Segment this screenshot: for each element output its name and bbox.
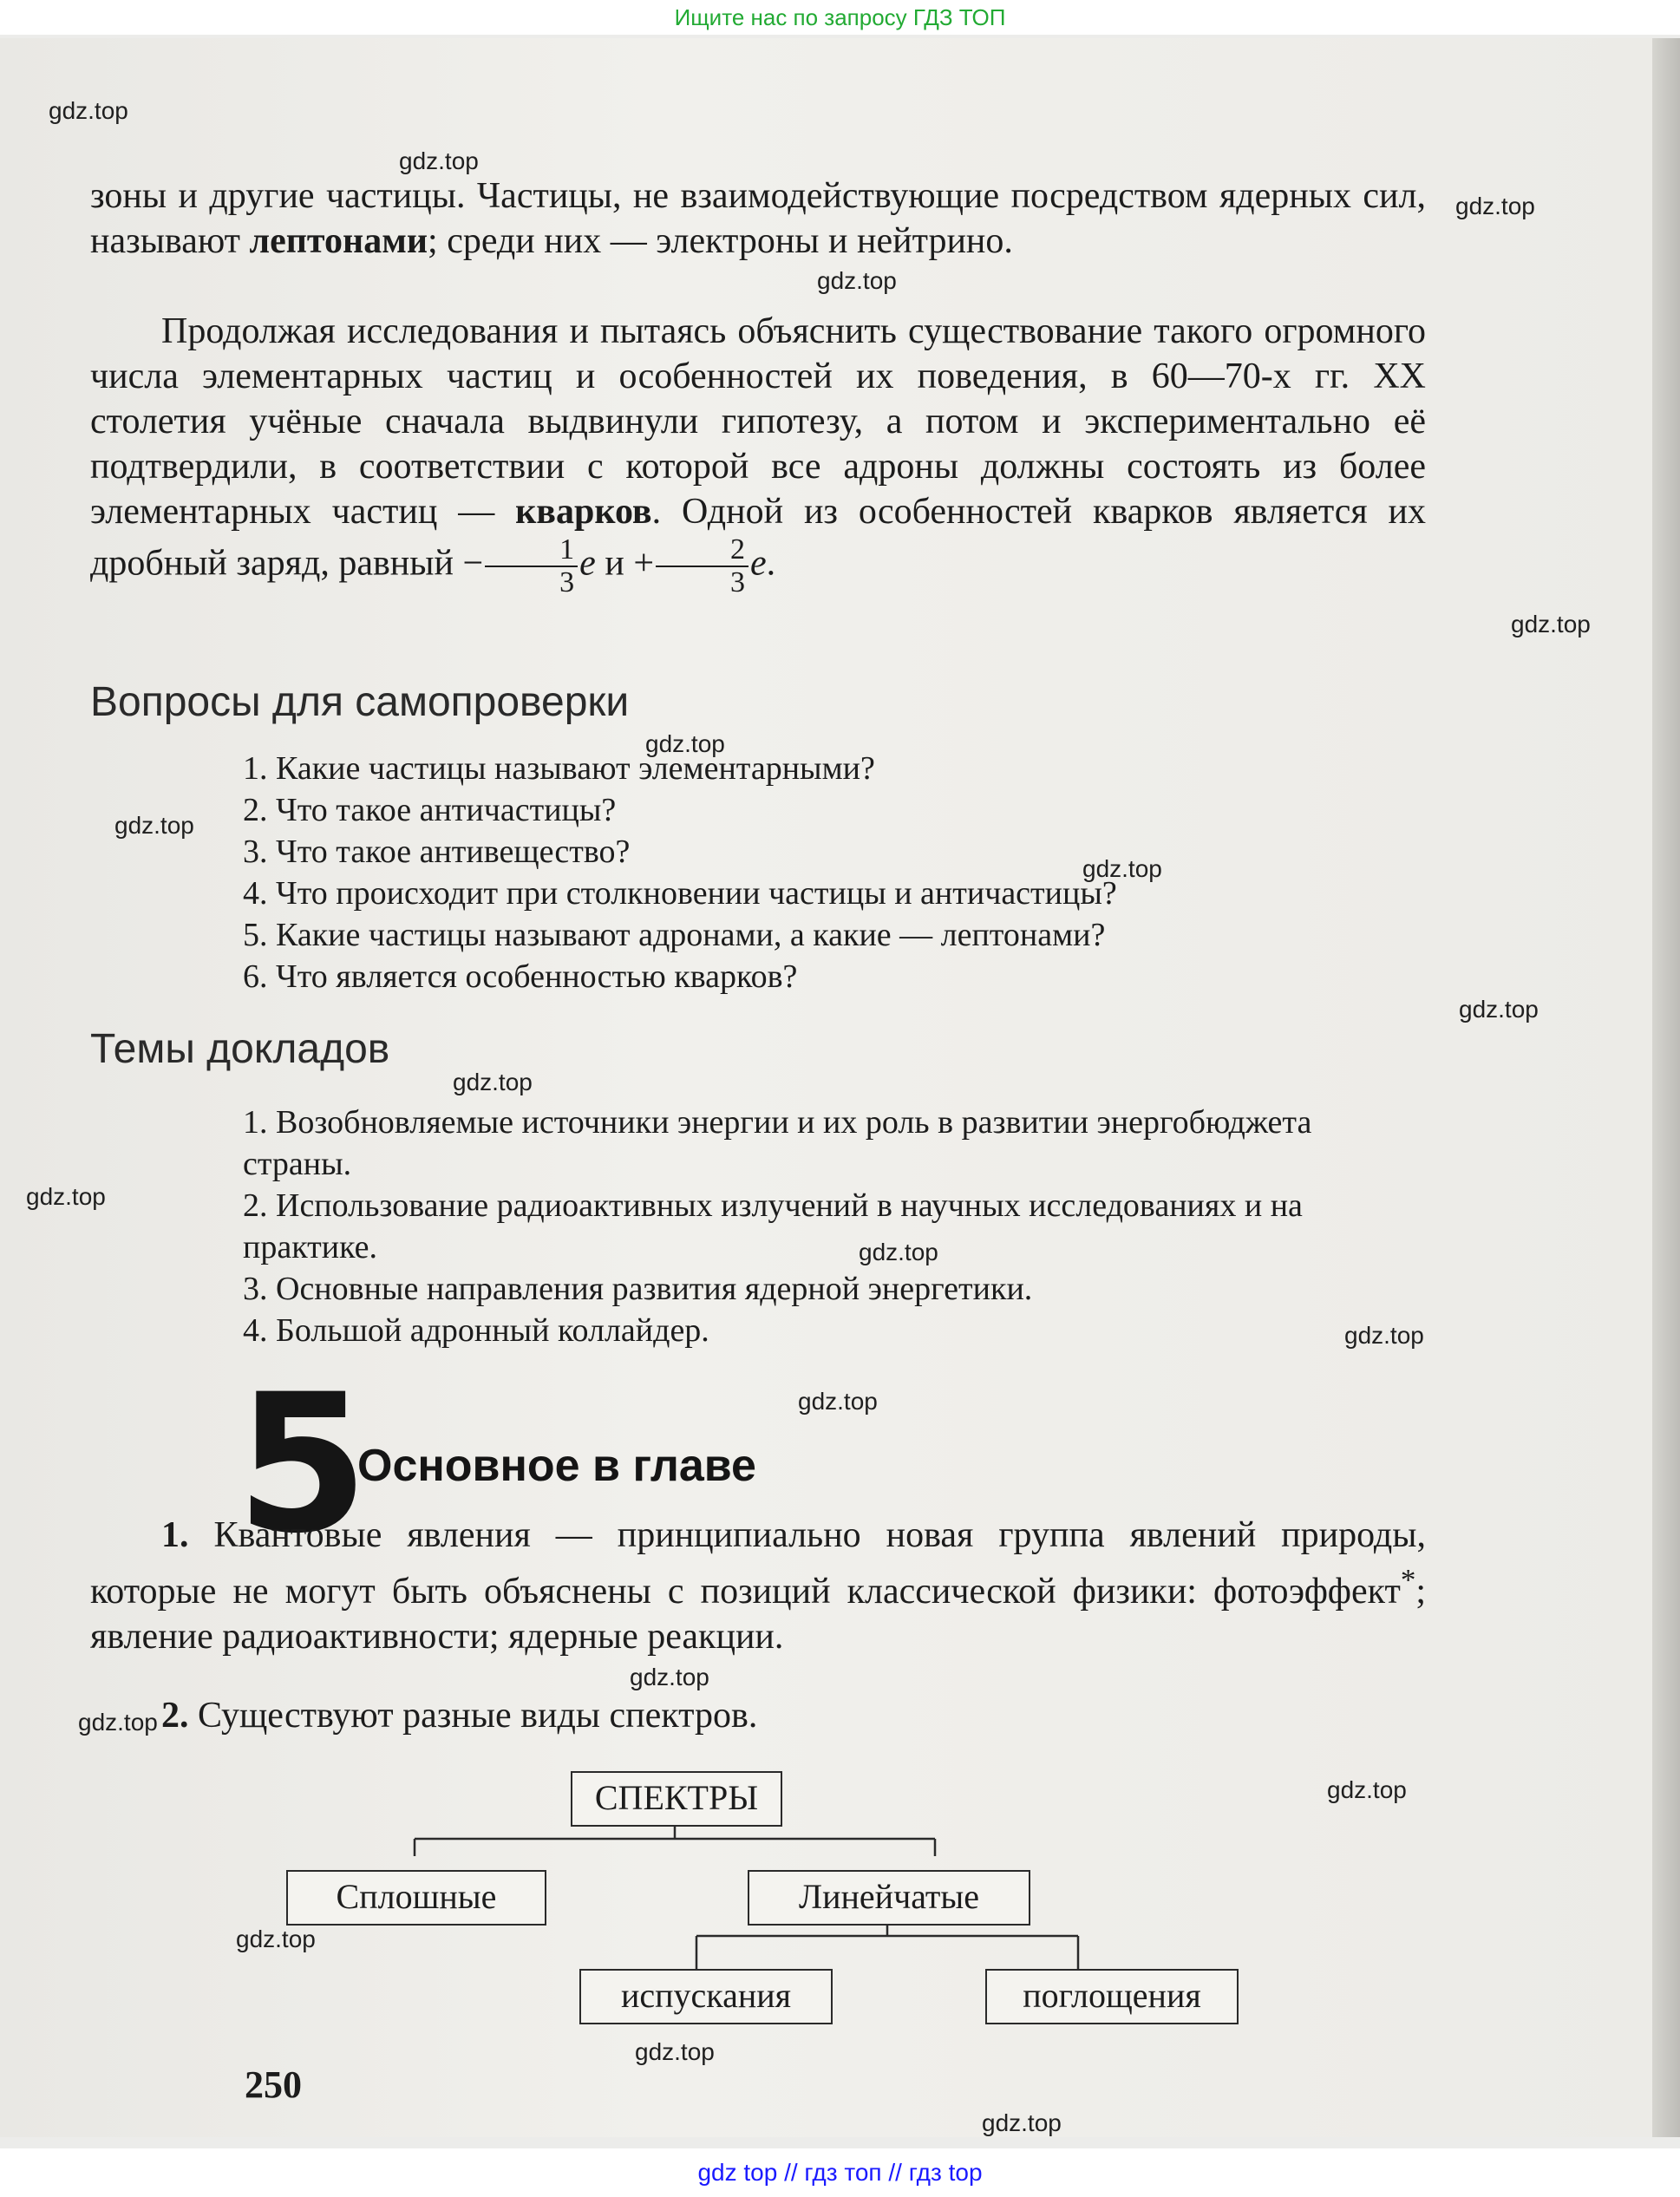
- paragraph-text: Существуют разные виды спектров.: [188, 1696, 758, 1736]
- list-item: 5. Какие частицы называют адронами, а какие — лептонами?: [243, 917, 1106, 953]
- heading-report-topics: Темы докладов: [90, 1026, 390, 1072]
- list-item: 4. Большой адронный коллайдер.: [243, 1312, 709, 1349]
- watermark[interactable]: gdz.top: [114, 812, 194, 839]
- paragraph-text: зоны и другие частицы. Частицы, не взаимодействующие посредством ядерных сил, называют: [90, 176, 1426, 261]
- diagram-line-box: Линейчатые: [748, 1870, 1030, 1926]
- list-item: 6. Что является особенностью кварков?: [243, 958, 798, 995]
- paragraph-text: ; среди них — электроны и нейтрино.: [428, 221, 1013, 261]
- watermark[interactable]: gdz.top: [1327, 1776, 1407, 1803]
- list-item: 2. Что такое античастицы?: [243, 792, 617, 828]
- watermark[interactable]: gdz.top: [49, 97, 128, 124]
- fraction-denominator: 3: [559, 566, 575, 598]
- list-item: 3. Что такое антивещество?: [243, 834, 631, 870]
- chapter-summary-title: Основное в главе: [357, 1441, 756, 1491]
- fraction-numerator: 2: [656, 534, 748, 567]
- summary-number: 2.: [161, 1696, 189, 1736]
- watermark[interactable]: gdz.top: [1082, 855, 1162, 882]
- list-item: 2. Использование радиоактивных излучений в научных исследованиях и на практике.: [243, 1187, 1303, 1265]
- watermark[interactable]: gdz.top: [982, 2109, 1062, 2136]
- watermark[interactable]: gdz.top: [236, 1926, 316, 1952]
- watermark[interactable]: gdz.top: [859, 1239, 938, 1265]
- paragraph-text: ; явление радиоактивности; ядерные реакции.: [90, 1572, 1426, 1657]
- watermark[interactable]: gdz.top: [630, 1664, 709, 1690]
- heading-self-check: Вопросы для самопроверки: [90, 679, 630, 725]
- watermark[interactable]: gdz.top: [817, 267, 897, 294]
- page-number: 250: [245, 2063, 302, 2106]
- paragraph-text: и: [595, 543, 634, 584]
- watermark[interactable]: gdz.top: [453, 1069, 533, 1095]
- list-item: 1. Какие частицы называют элементарными?: [243, 750, 875, 787]
- paragraph-text: Квантовые явления — принципиально новая группа явлений природы, которые не могут быть объяснены с позиций классической физики: фотоэффект: [90, 1515, 1426, 1612]
- watermark[interactable]: gdz.top: [1344, 1322, 1424, 1349]
- watermark[interactable]: gdz.top: [78, 1709, 158, 1736]
- paragraph-text: .: [766, 543, 776, 584]
- diagram-absorption-box: поглощения: [985, 1969, 1239, 2024]
- plus-sign: +: [633, 543, 654, 584]
- watermark[interactable]: gdz.top: [645, 730, 725, 757]
- paragraph-text: . Одной из особенностей кварков является их дробный заряд, равный: [90, 492, 1427, 584]
- fraction-denominator: 3: [730, 566, 745, 598]
- summary-number: 1.: [161, 1515, 189, 1555]
- top-banner[interactable]: Ищите нас по запросу ГДЗ ТОП: [0, 0, 1680, 35]
- list-item: 1. Возобновляемые источники энергии и их роль в развитии энергобюджета страны.: [243, 1104, 1312, 1182]
- paragraph-text: Продолжая исследования и пытаясь объяснить существование такого огромного числа элементарных частиц и особенностей их поведения, в 60—70-х гг. XX столетия учёные сначала выдвинули гипотезу, а потом и экспериментально её подтвердили, в соответствии с которой все адроны должны состоять из более элементарных частиц —: [90, 311, 1426, 532]
- list-item: 4. Что происходит при столкновении частицы и античастицы?: [243, 875, 1117, 912]
- charge-e: e: [579, 543, 596, 584]
- watermark[interactable]: gdz.top: [1455, 193, 1535, 219]
- term-leptons: лептонами: [249, 221, 428, 261]
- diagram-continuous-box: Сплошные: [286, 1870, 546, 1926]
- term-quarks: кварков: [515, 492, 652, 532]
- watermark[interactable]: gdz.top: [1511, 611, 1591, 638]
- watermark[interactable]: gdz.top: [399, 147, 479, 174]
- list-item: 3. Основные направления развития ядерной энергетики.: [243, 1271, 1033, 1307]
- watermark[interactable]: gdz.top: [635, 2038, 715, 2065]
- watermark[interactable]: gdz.top: [26, 1183, 106, 1210]
- fraction-numerator: 1: [485, 534, 578, 567]
- diagram-emission-box: испускания: [579, 1969, 833, 2024]
- bottom-banner[interactable]: gdz top // гдз топ // гдз top: [0, 2148, 1680, 2197]
- diagram-root-box: СПЕКТРЫ: [571, 1771, 782, 1827]
- watermark[interactable]: gdz.top: [1459, 996, 1539, 1023]
- minus-sign: −: [462, 543, 484, 584]
- chapter-number: 5: [236, 1353, 369, 1575]
- watermark[interactable]: gdz.top: [798, 1388, 878, 1415]
- charge-e: e: [750, 543, 767, 584]
- footnote-mark: *: [1400, 1563, 1416, 1597]
